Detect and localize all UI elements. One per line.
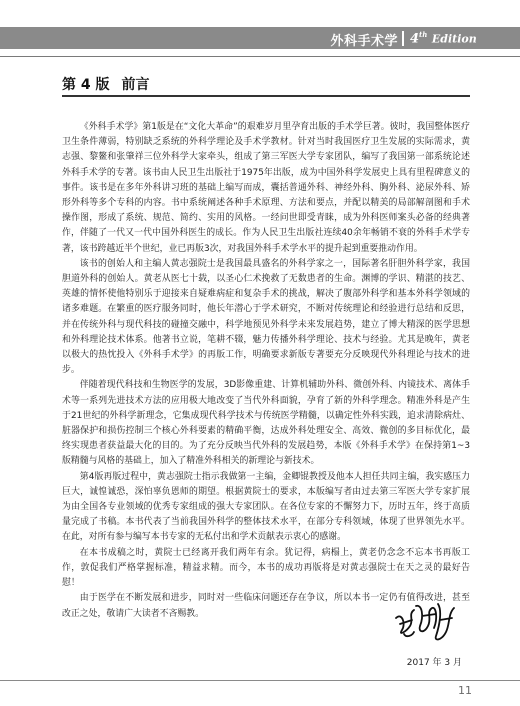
handwritten-signature xyxy=(392,596,458,648)
page-title xyxy=(62,74,150,94)
paragraph: 《外科手术学》第1版是在“文化大革命”的艰难岁月里孕育出版的手术学巨著。彼时，我国整体医疗卫生条件薄弱，特别缺乏系统的外科学理论及手术学教材。针对当时我国医疗卫生发展的实际需求，黄志强、黎鳌和张肇祥三位外科学大家牵头，组成了第三军医大学专家团队，编写了我国第一部系统论述外科手术学的专著。该书由人民卫生出版社于1975年出版，成为中国外科学发展史上具有里程碑意义的事件。该书是在多年外科讲习班的基础上编写而成，囊括普通外科、神经外科、胸外科、泌尿外科、矫形外科等多个专科的内容。书中系统阐述各种手术原理、方法和要点，并配以精美的局部解剖图和手术操作图，形成了系统、规范、简约、实用的风格。一经问世即受青睐，成为外科医师案头必备的经典著作，伴随了一代又一代中国外科医生的成长。作为人民卫生出版社连续40余年畅销不衰的外科手术学专著，该书跨越近半个世纪，业已再版3次，对我国外科手术学水平的提升起到重要推动作用。 xyxy=(62,122,470,254)
edition-number: 4 xyxy=(410,31,420,47)
header-rule xyxy=(0,56,520,57)
signature-date: 2017 年 3 月 xyxy=(406,658,462,668)
preface-heading: 前言 xyxy=(121,77,150,93)
paragraph: 在本书成稿之时，黄院士已经离开我们两年有余。犹记得，病榻上，黄老仍念念不忘本书再版工作，敦促我们严格掌握标准，精益求精。而今，本书的成功再版将是对黄志强院士在天之灵的最好告慰！ xyxy=(62,547,470,589)
edition-label xyxy=(410,30,477,46)
book-title: 外科手术学 xyxy=(330,34,398,49)
paragraph: 第4版再版过程中，黄志强院士指示我做第一主编，金卿锟教授及他本人担任共同主编，我实感压力巨大，诚惶诚恐，深怕辜负恩师的期望。根据黄院士的要求，本版编写者由过去第三军医大学专家扩展为由全国各专业领域的优秀专家组成的强大专家团队。在各位专家的不懈努力下，历时五年，终于高质量完成了书稿。本书代表了当前我国外科学的整体技术水平，在部分专科领域，体现了世界领先水平。在此，对所有参与编写本书专家的无私付出和学术贡献表示衷心的感谢。 xyxy=(62,471,470,543)
paragraph: 该书的创始人和主编人黄志强院士是我国最具盛名的外科学家之一，国际著名肝胆外科学家，我国胆道外科的创始人。黄老从医七十载，以圣心仁术挽救了无数患者的生命。渊博的学识、精湛的技艺、英雄的情怀使他特别乐于迎接来自疑难病症和复杂手术的挑战，解决了腹部外科学和基本外科学领域的诸多难题。在繁重的医疗服务同时，他长年潜心于学术研究，不断对传统理论和经验进行总结和反思，并在传统外科与现代科技的碰撞交融中，科学地预见外科学未来发展趋势，建立了博大精深的医学思想和外科理论技术体系。他著书立说，笔耕不辍，魅力传播外科学理论、技术与经验。尤其是晚年，黄老以极大的热忱投入《外科手术学》的再版工作，明确要求新版专著要充分反映现代外科理论与技术的进步。 xyxy=(62,258,470,376)
header-divider xyxy=(402,31,404,46)
page-number: 11 xyxy=(458,684,472,697)
edition-suffix: th xyxy=(419,30,428,39)
paragraph: 伴随着现代科技和生物医学的发展，3D影像重建、计算机辅助外科、微创外科、内镜技术、离体手术等一系列先进技术方法的应用极大地改变了当代外科面貌，孕育了新的外科学理念。精准外科是产生于21世纪的外科学新理念，它集成现代科学技术与传统医学精髓，以确定性外科实践，追求清除病灶、脏器保护和损伤控制三个核心外科要素的精确平衡，达成外科处理安全、高效、微创的多目标优化，最终实现患者获益最大化的目的。为了充分反映当代外科的发展趋势，本版《外科手术学》在保持第1~3版精髓与风格的基础上，加入了精准外科相关的新理论与新技术。 xyxy=(62,380,470,467)
title-rule xyxy=(62,95,470,97)
edition-heading: 第 4 版 xyxy=(62,77,110,93)
edition-word: Edition xyxy=(431,32,477,46)
paragraph: 由于医学在不断发展和进步，同时对一些临床问题还存在争议，所以本书一定仍有值得改进，甚至改正之处，敬请广大读者不吝赐教。 xyxy=(62,593,470,619)
footer-rule xyxy=(0,680,520,681)
preface-body xyxy=(62,120,470,622)
